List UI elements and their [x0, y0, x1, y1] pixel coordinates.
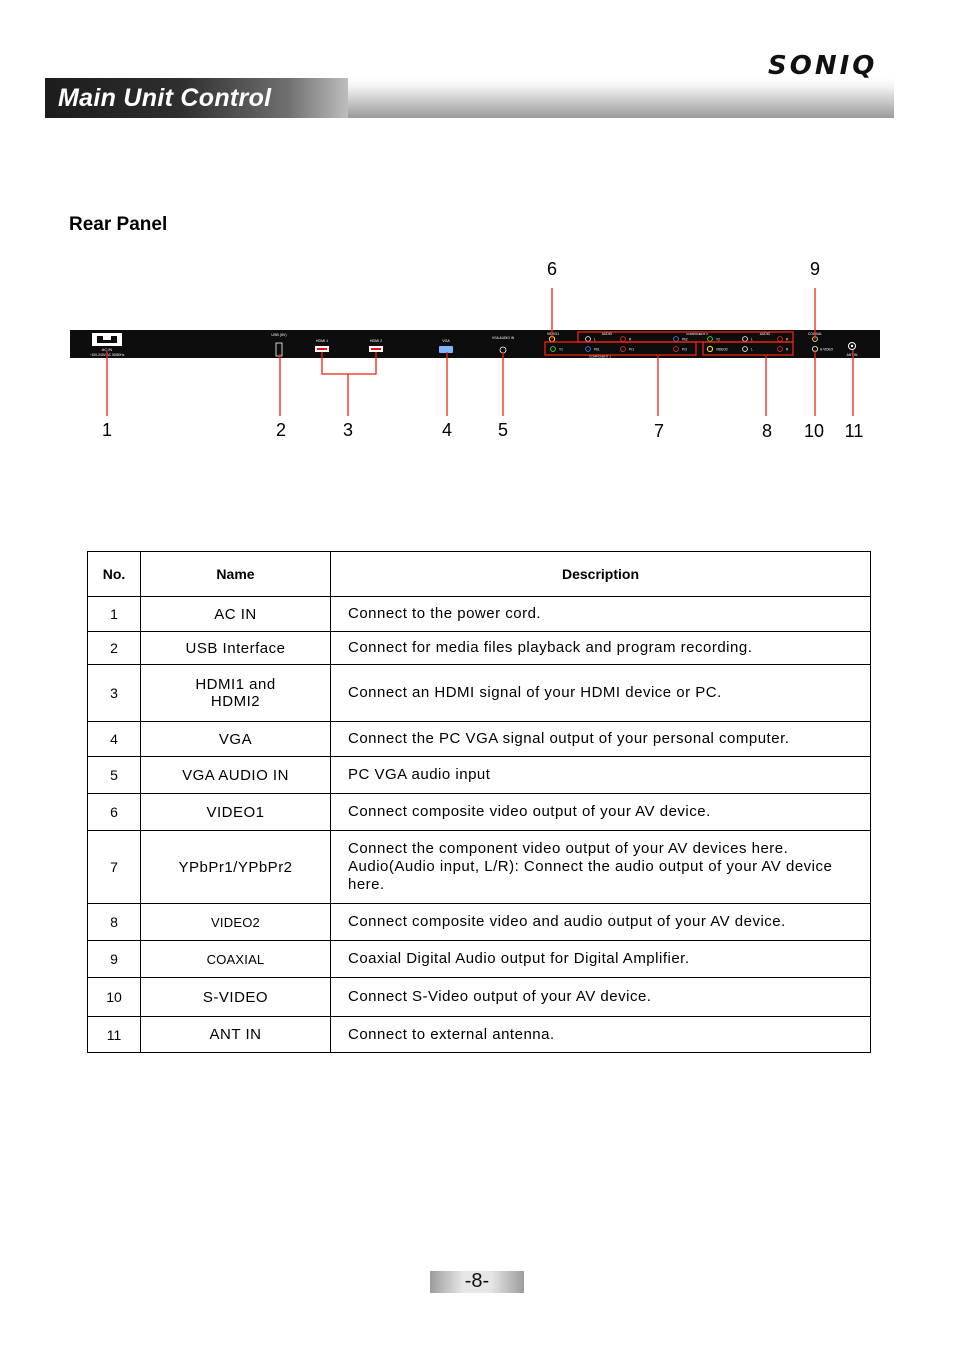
row-no: 3 — [88, 665, 141, 722]
table-row — [88, 1017, 871, 1053]
component1-label: COMPONENT 1 — [589, 354, 611, 359]
table-row — [88, 632, 871, 665]
callout-10: 10 — [803, 421, 825, 441]
pr2-label: Pr2 — [682, 347, 687, 352]
callout-2: 2 — [275, 420, 287, 440]
callout-6: 6 — [546, 259, 558, 279]
row-description: Connect the component video output of your AV devices here. Audio(Audio input, L/R): Connect the audio output of your AV device here. — [331, 831, 871, 904]
row-description: Connect composite video and audio output of your AV device. — [331, 904, 871, 941]
row-description: Connect composite video output of your AV device. — [331, 794, 871, 831]
hdmi1-label: HDMI 1 — [315, 339, 329, 343]
row-name: VGA AUDIO IN — [141, 757, 331, 794]
usb-label: USB (5V) — [271, 333, 287, 337]
callout-3: 3 — [342, 420, 354, 440]
callout-4: 4 — [441, 420, 453, 440]
row-no: 2 — [88, 632, 141, 665]
ac-in-label: AC IN — [101, 347, 113, 352]
brand-logo: SONIQ — [768, 51, 878, 81]
row-description: Connect an HDMI signal of your HDMI device or PC. — [331, 665, 871, 722]
coaxial-label: COAXIAL — [807, 332, 823, 336]
table-row — [88, 904, 871, 941]
row-name: HDMI1 and HDMI2 — [141, 665, 331, 722]
row-no: 1 — [88, 597, 141, 632]
page-number: -8- — [464, 1270, 490, 1292]
row-description: Connect S-Video output of your AV device. — [331, 978, 871, 1017]
rear-panel-strip — [70, 330, 880, 358]
row-no: 9 — [88, 941, 141, 978]
row-no: 8 — [88, 904, 141, 941]
page-title: Main Unit Control — [58, 84, 272, 112]
ant-in-label: ANT IN — [846, 353, 858, 357]
table-row — [88, 978, 871, 1017]
row-name: VIDEO2 — [141, 904, 331, 941]
row-name: S-VIDEO — [141, 978, 331, 1017]
table-row — [88, 941, 871, 978]
row-description: PC VGA audio input — [331, 757, 871, 794]
pr1-label: Pr1 — [629, 347, 634, 352]
callout-9: 9 — [809, 259, 821, 279]
vga-label: VGA — [442, 339, 450, 343]
table-row — [88, 665, 871, 722]
header-no: No. — [88, 552, 141, 597]
component2-label: COMPONENT 2 — [686, 332, 708, 336]
row-no: 6 — [88, 794, 141, 831]
table-row — [88, 831, 871, 904]
row-description: Connect to external antenna. — [331, 1017, 871, 1053]
row-no: 11 — [88, 1017, 141, 1053]
row-name: AC IN — [141, 597, 331, 632]
header-description: Description — [331, 552, 871, 597]
table-header-row — [88, 552, 871, 597]
callout-7: 7 — [653, 421, 665, 441]
audio-r-label-2: R — [786, 337, 789, 342]
row-no: 5 — [88, 757, 141, 794]
s-video-label: S-VIDEO — [820, 347, 834, 352]
pb2-label: Pb2 — [682, 337, 688, 342]
connections-table — [87, 551, 871, 1053]
callout-1: 1 — [101, 420, 113, 440]
row-no: 10 — [88, 978, 141, 1017]
row-description: Connect for media files playback and program recording. — [331, 632, 871, 665]
video1-label: VIDEO1 — [546, 332, 560, 336]
pb1-label: Pb1 — [594, 347, 600, 352]
y2-label: Y2 — [716, 337, 720, 342]
audio-label-2: AUDIO — [759, 332, 771, 336]
rear-panel-diagram — [0, 250, 954, 450]
callout-11: 11 — [844, 421, 864, 441]
video2-port-label: VIDEO2 — [716, 347, 728, 352]
row-name: VIDEO1 — [141, 794, 331, 831]
row-name: VGA — [141, 722, 331, 757]
section-heading: Rear Panel — [69, 214, 168, 235]
audio-l-label-2: L — [751, 337, 753, 342]
y1-label: Y1 — [559, 347, 563, 352]
table-row — [88, 597, 871, 632]
row-name: YPbPr1/YPbPr2 — [141, 831, 331, 904]
row-no: 4 — [88, 722, 141, 757]
vga-audio-label: VGA AUDIO IN — [491, 336, 515, 340]
table-row — [88, 757, 871, 794]
row-description: Connect to the power cord. — [331, 597, 871, 632]
table-row — [88, 794, 871, 831]
callout-5: 5 — [497, 420, 509, 440]
table-row — [88, 722, 871, 757]
row-name: ANT IN — [141, 1017, 331, 1053]
audio-l-label-1: L — [594, 337, 596, 342]
hdmi2-label: HDMI 2 — [369, 339, 383, 343]
row-no: 7 — [88, 831, 141, 904]
audio-label-1: AUDIO — [601, 332, 613, 336]
ac-rating-label: ~100-240V AC 50/60Hz — [89, 353, 125, 357]
row-name: COAXIAL — [141, 941, 331, 978]
audio-r-label-3: R — [786, 347, 789, 352]
row-name: USB Interface — [141, 632, 331, 665]
audio-l-label-3: L — [751, 347, 753, 352]
header-name: Name — [141, 552, 331, 597]
row-description: Coaxial Digital Audio output for Digital Amplifier. — [331, 941, 871, 978]
callout-8: 8 — [761, 421, 773, 441]
row-description: Connect the PC VGA signal output of your personal computer. — [331, 722, 871, 757]
audio-r-label-1: R — [629, 337, 632, 342]
